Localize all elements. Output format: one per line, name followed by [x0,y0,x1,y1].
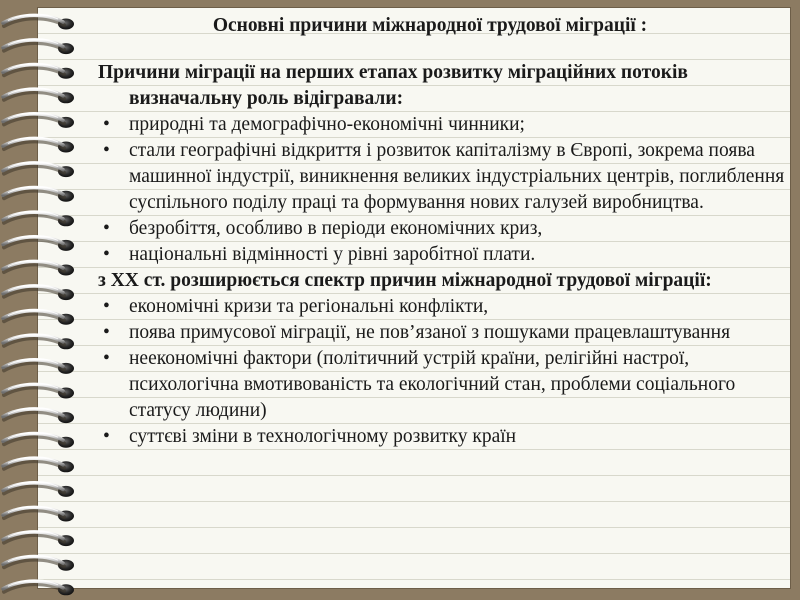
spiral-binding-ring-icon [3,482,74,497]
section-heading-early-causes: Причини міграції на перших етапах розвитку міграційних потоків визначальну роль відігравали: [98,62,688,109]
bullet-icon: • [103,348,110,369]
spiral-binding-ring-icon [3,15,74,30]
spiral-binding-ring-icon [3,384,74,399]
spiral-binding-ring-icon [3,310,74,325]
bullet-icon: • [103,426,110,447]
spiral-binding-ring-icon [3,138,74,153]
section-heading-20th-century: з ХХ ст. розширюється спектр причин міжнародної трудової міграції: [98,270,712,291]
spiral-binding-ring-icon [3,408,74,423]
list-item-text: національні відмінності у рівні заробітної плати. [129,244,536,265]
list-item [98,242,790,268]
spiral-binding-ring-icon [3,433,74,448]
list-item [98,138,790,216]
spiral-binding-ring-icon [3,359,74,374]
bullet-icon: • [103,114,110,135]
list-item-text: природні та демографічно-економічні чинники; [129,114,525,135]
spiral-binding-ring-icon [3,64,74,79]
bullet-icon: • [103,296,110,317]
spiral-binding-ring-icon [3,556,74,571]
bullet-icon: • [103,322,110,343]
spiral-binding-ring-icon [3,507,74,522]
bullet-icon: • [103,244,110,265]
spiral-binding-ring-icon [3,580,74,595]
list-item-text: економічні кризи та регіональні конфлікти, [129,296,489,317]
slide-content [98,60,790,450]
spiral-binding-ring-icon [3,334,74,349]
spiral-binding-ring-icon [3,531,74,546]
spiral-binding-ring-icon [3,88,74,103]
list-item-text: стали географічні відкриття і розвиток капіталізму в Європі, зокрема поява машинної індустрії, виникнення великих індустріальних центрів, поглиблення суспільного поділу праці та формування нових галузей виробництва. [129,140,785,213]
spiral-binding-ring-icon [3,285,74,300]
list-item [98,112,790,138]
list-item [98,424,790,450]
slide-title: Основні причини міжнародної трудової міграції : [212,15,648,36]
bullet-icon: • [103,218,110,239]
list-item [98,294,790,320]
bullet-icon: • [103,140,110,161]
spiral-binding-ring-icon [3,211,74,226]
list-item-text: суттєві зміни в технологічному розвитку країн [129,426,517,447]
spiral-binding-ring-icon [3,261,74,276]
spiral-binding [0,0,80,600]
list-item [98,346,790,424]
spiral-binding-ring-icon [3,236,74,251]
spiral-binding-ring-icon [3,113,74,128]
list-item [98,320,790,346]
list-item [98,216,790,242]
list-item-text: поява примусової міграції, не пов’язаної з пошуками працевлаштування [129,322,731,343]
spiral-binding-ring-icon [3,457,74,472]
spiral-binding-ring-icon [3,39,74,54]
spiral-binding-ring-icon [3,187,74,202]
list-item-text: неекономічні фактори (політичний устрій країни, релігійні настрої, психологічна вмотивованість та екологічний стан, проблеми соціального статусу людини) [129,348,736,421]
list-item-text: безробіття, особливо в періоди економічних криз, [129,218,543,239]
spiral-binding-ring-icon [3,162,74,177]
